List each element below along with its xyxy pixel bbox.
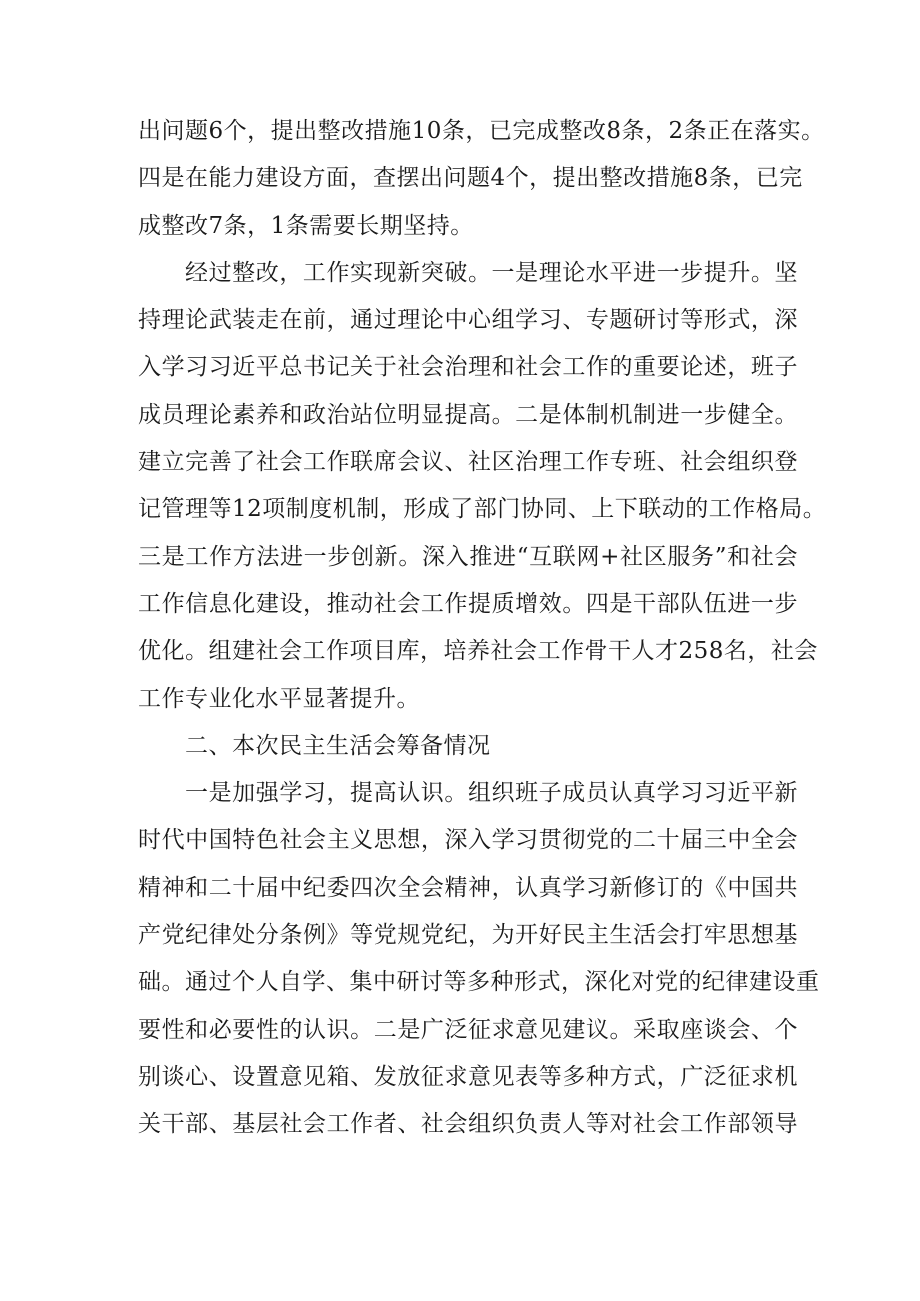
text-line: 时代中国特色社会主义思想，深入学习贯彻党的二十届三中全会	[138, 827, 798, 854]
text-line: 精神和二十届中纪委四次全会精神，认真学习新修订的《中国共	[138, 874, 798, 901]
text-line: 记管理等12项制度机制，形成了部门协同、上下联动的工作格局。	[138, 496, 827, 523]
text-line: 持理论武装走在前，通过理论中心组学习、专题研讨等形式，深	[138, 307, 798, 334]
text-line: 经过整改，工作实现新突破。一是理论水平进一步提升。坚	[185, 259, 798, 286]
text-line: 产党纪律处分条例》等党规党纪，为开好民主生活会打牢思想基	[138, 922, 798, 949]
text-line: 成员理论素养和政治站位明显提高。二是体制机制进一步健全。	[138, 401, 798, 428]
text-line: 四是在能力建设方面，查摆出问题4个，提出整改措施8条，已完	[138, 165, 803, 192]
text-line: 关干部、基层社会工作者、社会组织负责人等对社会工作部领导	[138, 1111, 798, 1138]
text-line: 三是工作方法进一步创新。深入推进“互联网+社区服务”和社会	[138, 543, 798, 570]
document-body	[138, 108, 827, 1149]
text-line: 一是加强学习，提高认识。组织班子成员认真学习习近平新	[185, 780, 798, 807]
text-line: 础。通过个人自学、集中研讨等多种形式，深化对党的纪律建设重	[138, 969, 820, 996]
text-line: 工作信息化建设，推动社会工作提质增效。四是干部队伍进一步	[138, 590, 798, 617]
text-line: 别谈心、设置意见箱、发放征求意见表等多种方式，广泛征求机	[138, 1063, 798, 1090]
section-heading: 二、本次民主生活会筹备情况	[185, 732, 491, 759]
text-line: 优化。组建社会工作项目库，培养社会工作骨干人才258名，社会	[138, 638, 818, 665]
text-line: 出问题6个，提出整改措施10条，已完成整改8条，2条正在落实。	[138, 118, 825, 144]
text-line: 成整改7条，1条需要长期坚持。	[138, 212, 474, 239]
text-line: 工作专业化水平显著提升。	[138, 685, 420, 712]
text-line: 建立完善了社会工作联席会议、社区治理工作专班、社会组织登	[138, 449, 798, 476]
text-line: 入学习习近平总书记关于社会治理和社会工作的重要论述，班子	[138, 354, 798, 381]
text-line: 要性和必要性的认识。二是广泛征求意见建议。采取座谈会、个	[138, 1016, 798, 1043]
